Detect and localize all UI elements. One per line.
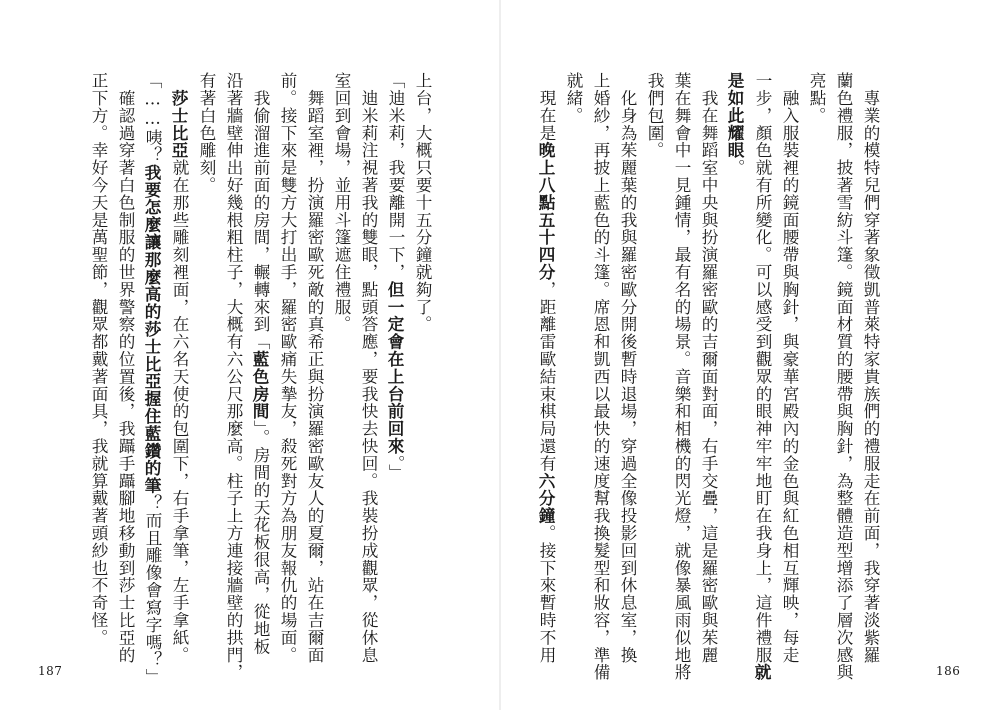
right-page — [500, 0, 1000, 710]
text-segment: 融入服裝裡的鏡面腰帶與胸針，與豪華宮殿內的金色與紅色相互輝映，每走 — [780, 72, 799, 664]
text-segment: 迪米莉注視著我的雙眼，點頭答應，要我快去快回。我裝扮成觀眾，從休息 — [359, 72, 378, 664]
text-column — [223, 72, 243, 681]
text-column — [250, 72, 270, 655]
text-segment: 正下方。幸好今天是萬聖節，觀眾都戴著面具，我就算戴著頭紗也不奇怪。 — [89, 72, 108, 647]
text-column — [833, 72, 853, 681]
text-column — [385, 72, 405, 481]
text-segment: 就在那些雕刻裡面，在六名天使的包圍下，右手拿筆，左手拿紙。 — [170, 159, 189, 664]
text-segment: 有著白色雕刻。 — [197, 72, 216, 194]
bold-text-segment: 是如此耀眼 — [725, 72, 745, 159]
page-number-left: 187 — [38, 664, 63, 678]
text-column — [644, 72, 664, 159]
text-segment: ？而且雕像會寫字嗎？」 — [143, 494, 162, 686]
text-column — [698, 72, 718, 664]
text-segment — [170, 72, 189, 89]
text-segment: 上婚紗，再披上藍色的斗篷。席恩和凱西以最快的速度幫我換髮型和妝容，準備 — [591, 72, 610, 681]
text-segment: ，距離雷歐結束棋局還有 — [537, 280, 556, 473]
text-segment: 一步，顏色就有所變化。可以感受到觀眾的眼神牢牢地盯在我身上，這件禮服 — [753, 72, 772, 664]
text-column — [671, 72, 691, 681]
bold-text-segment: 藍色房間 — [250, 350, 270, 421]
text-segment: 前。接下來是雙方大打出手，羅密歐痛失摯友，殺死對方為朋友報仇的場面。 — [278, 72, 297, 664]
text-segment: 亮點。 — [807, 72, 826, 125]
text-segment: 「……咦？ — [143, 72, 162, 164]
text-column — [169, 72, 189, 664]
text-column — [115, 72, 135, 664]
text-column — [725, 72, 745, 176]
text-segment: 」。房間的天花板很高，從地板 — [251, 420, 270, 656]
text-segment: 我在舞蹈室中央與扮演羅密歐的吉爾面對面，右手交疊，這是羅密歐與茱麗 — [699, 72, 718, 664]
text-segment: 。」 — [386, 454, 405, 482]
text-segment: 葉在舞會中一見鍾情，最有名的場景。音樂和相機的閃光燈，就像暴風雨似地將 — [672, 72, 691, 681]
text-column — [88, 72, 108, 646]
text-segment: 確認過穿著白色制服的世界警察的位置後，我躡手躡腳地移動到莎士比亞的 — [116, 72, 135, 664]
bold-text-segment: 就 — [752, 663, 772, 682]
bold-text-segment: 莎士比亞 — [169, 89, 189, 160]
text-column — [617, 72, 637, 664]
text-segment: 上台，大概只要十五分鐘就夠了。 — [413, 72, 432, 333]
text-segment: 舞蹈室裡，扮演羅密歐死敵的真希正與扮演羅密歐友人的夏爾，站在吉爾面 — [305, 72, 324, 664]
bold-text-segment: 六分鐘 — [536, 472, 556, 525]
text-column — [563, 72, 583, 124]
bold-text-segment: 我要怎麼讓那麼高的莎士比亞握住藍鑽的筆 — [142, 163, 162, 495]
text-column — [358, 72, 378, 664]
text-column — [779, 72, 799, 664]
text-column — [590, 72, 610, 681]
text-segment: 。接下來暫時不用 — [537, 524, 556, 664]
text-column — [331, 72, 351, 333]
text-column — [860, 72, 880, 664]
text-segment: 現在是 — [537, 72, 556, 142]
text-segment: 專業的模特兒們穿著象徵凱普萊特家貴族們的禮服走在前面，我穿著淡紫羅 — [861, 72, 880, 664]
page-number-right: 186 — [936, 664, 961, 678]
bold-text-segment: 但一定會在上台前回來 — [385, 280, 405, 455]
text-column — [277, 72, 297, 664]
text-column — [304, 72, 324, 664]
text-column — [412, 72, 432, 333]
text-segment: 化身為茱麗葉的我與羅密歐分開後暫時退場，穿過全像投影回到休息室，換 — [618, 72, 637, 664]
text-segment: 沿著牆壁伸出好幾根粗柱子，大概有六公尺那麼高。柱子上方連接牆壁的拱門， — [224, 72, 243, 681]
text-segment: 我偷溜進前面的房間，輾轉來到「 — [251, 72, 270, 351]
text-column — [196, 72, 216, 194]
text-column — [536, 72, 556, 664]
text-segment: 「迪米莉，我要離開一下， — [386, 72, 405, 281]
text-segment: 室回到會場，並用斗篷遮住禮服。 — [332, 72, 351, 333]
text-column — [142, 72, 162, 686]
text-segment: 就緒。 — [564, 72, 583, 125]
bold-text-segment: 晚上八點五十四分 — [536, 141, 556, 281]
text-segment: 蘭色禮服，披著雪紡斗篷。鏡面材質的腰帶與胸針，為整體造型增添了層次感與 — [834, 72, 853, 681]
text-column — [806, 72, 826, 124]
text-column — [752, 72, 772, 681]
text-segment: 。 — [726, 159, 745, 177]
text-segment: 我們包圍。 — [645, 72, 664, 159]
